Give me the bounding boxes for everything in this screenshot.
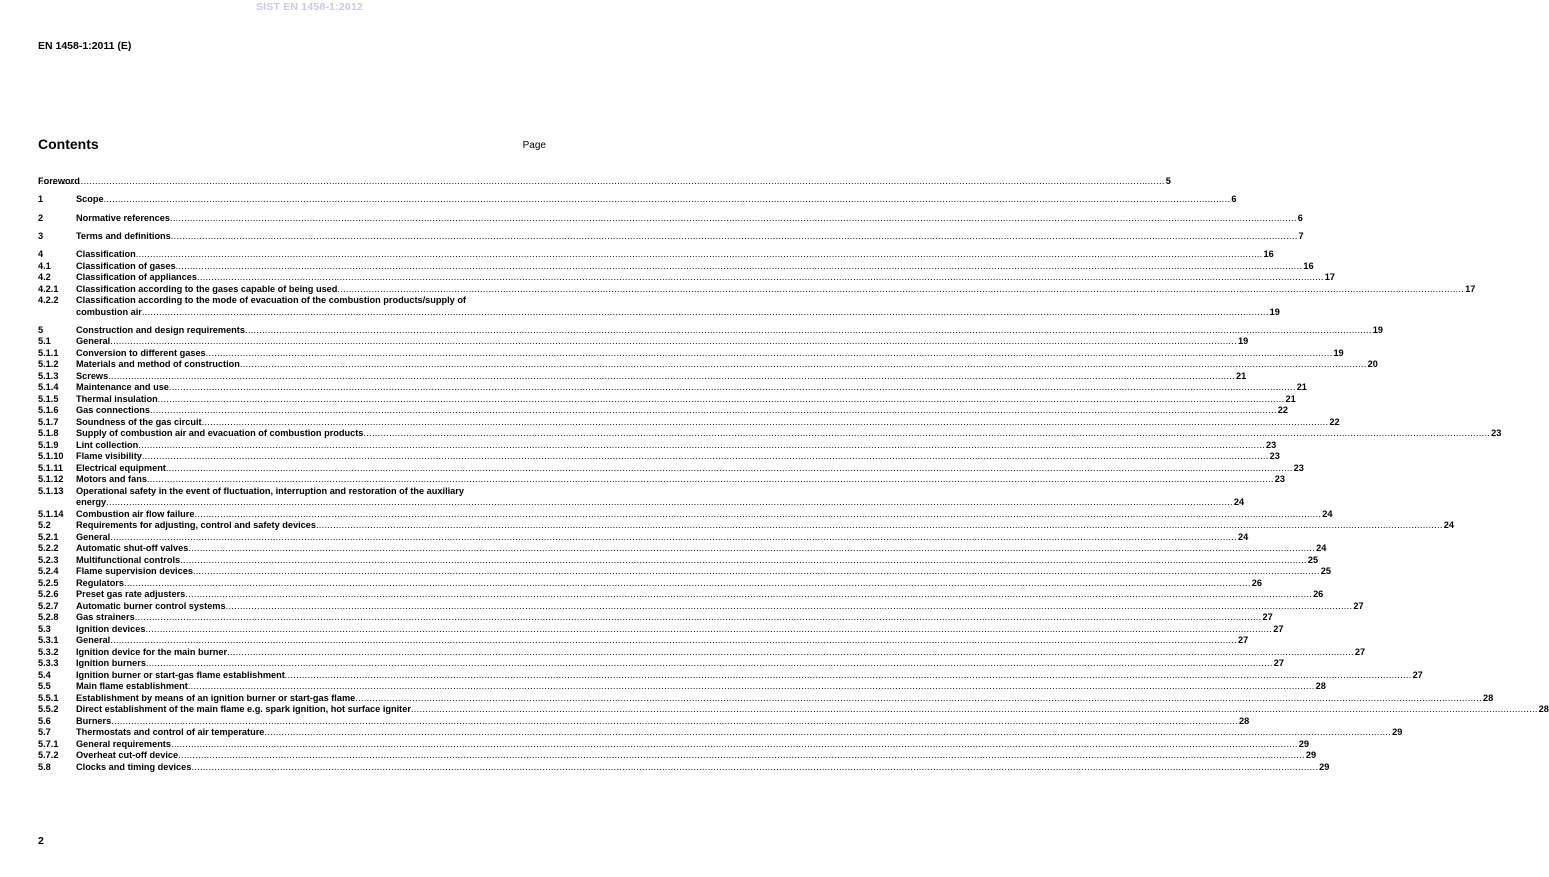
toc-entry-page: 23 <box>1491 428 1502 439</box>
toc-entry-page: 22 <box>1329 416 1340 427</box>
toc-entry-page: 29 <box>1298 738 1309 749</box>
toc-entry[interactable] <box>38 658 1284 670</box>
toc-entry-page: 7 <box>1298 230 1304 241</box>
document-id: EN 1458-1:2011 (E) <box>38 40 132 52</box>
toc-entry-number: 1 <box>38 194 44 205</box>
toc-leader-dots <box>176 261 1303 273</box>
toc-entry-number: 5.1.13 <box>38 485 64 496</box>
toc-entry-title: Screws <box>76 370 109 381</box>
toc-entry-title: Main flame establishment <box>76 681 188 692</box>
toc-entry-number: 5.5 <box>38 681 51 692</box>
toc-entry-title: Overheat cut-off device <box>76 750 179 761</box>
toc-entry-title: Ignition devices <box>76 623 146 634</box>
toc-entry[interactable] <box>38 485 1245 509</box>
toc-entry-number: 5.3.2 <box>38 646 59 657</box>
toc-leader-dots <box>337 284 1464 296</box>
toc-entry-page: 27 <box>1412 669 1423 680</box>
toc-leader-dots <box>188 681 1315 693</box>
toc-entry[interactable] <box>38 692 1494 705</box>
toc-entry-page: 24 <box>1233 497 1245 508</box>
toc-entry[interactable] <box>38 750 1317 762</box>
toc-leader-dots <box>110 532 1237 544</box>
toc-entry[interactable] <box>38 761 1330 774</box>
toc-leader-dots <box>108 371 1235 383</box>
toc-entry-number: 5.6 <box>38 715 51 726</box>
toc-leader-dots <box>150 405 1277 417</box>
toc-entry[interactable] <box>38 212 1303 225</box>
toc-entry-title: Classification of gases <box>76 260 176 271</box>
toc-entry-number: 5.2.8 <box>38 612 59 623</box>
toc-entry[interactable] <box>38 635 1249 647</box>
toc-entry-title: Direct establishment of the main flame e.g. spark ignition, hot surface igniter <box>76 704 411 715</box>
toc-leader-dots <box>147 474 1274 486</box>
toc-entry-number: 5 <box>38 324 44 335</box>
toc-entry-page: 23 <box>1274 474 1285 485</box>
toc-entry-number: 5.3 <box>38 623 51 634</box>
toc-entry[interactable] <box>38 704 1549 716</box>
toc-entry[interactable] <box>38 283 1476 296</box>
toc-entry[interactable] <box>38 382 1307 394</box>
toc-entry-title: General <box>76 336 111 347</box>
toc-leader-dots <box>194 509 1321 521</box>
toc-entry-title: Conversion to different gases <box>76 347 206 358</box>
toc-entry-title: Terms and definitions <box>76 230 171 241</box>
toc-entry-page: 27 <box>1273 658 1284 669</box>
toc-entry-number: 5.1.1 <box>38 347 59 358</box>
toc-entry-page: 6 <box>1297 212 1303 223</box>
toc-entry[interactable] <box>38 462 1304 475</box>
toc-leader-dots <box>355 693 1482 705</box>
toc-leader-dots <box>136 249 1263 261</box>
toc-entry-number: 5.2.3 <box>38 554 59 565</box>
toc-leader-dots <box>316 520 1443 532</box>
toc-entry[interactable] <box>38 543 1327 555</box>
toc-entry-page: 29 <box>1392 727 1403 738</box>
toc-entry-page: 23 <box>1266 439 1277 450</box>
toc-entry-page: 19 <box>1333 347 1344 358</box>
toc-leader-dots <box>245 325 1372 337</box>
toc-entry-page: 24 <box>1322 508 1333 519</box>
toc-entry-page: 28 <box>1538 704 1549 715</box>
toc-entry-page: 17 <box>1324 272 1336 283</box>
toc-entry-page: 22 <box>1277 405 1289 416</box>
toc-entry-title: Electrical equipment <box>76 462 166 473</box>
toc-entry-title: Normative references <box>76 212 170 223</box>
toc-leader-dots <box>191 762 1318 774</box>
toc-entry-number: 4.2 <box>38 272 51 283</box>
toc-entry-title: General <box>76 531 111 542</box>
toc-entry[interactable] <box>38 416 1340 429</box>
toc-entry-number: 5.4 <box>38 669 51 680</box>
toc-entry-number: 5.2.6 <box>38 589 59 600</box>
toc-entry-page: 16 <box>1263 249 1274 260</box>
toc-entry[interactable] <box>38 230 1304 243</box>
toc-entry-title: Classification of appliances <box>76 272 198 283</box>
toc-leader-dots <box>285 670 1412 682</box>
toc-entry[interactable] <box>38 681 1326 693</box>
toc-entry-page: 6 <box>1231 194 1237 205</box>
toc-leader-dots <box>106 497 1233 509</box>
toc-entry-number: 5.1.3 <box>38 370 59 381</box>
toc-entry-number: 5.3.1 <box>38 635 59 646</box>
toc-leader-dots <box>171 231 1298 243</box>
toc-entry-page: 16 <box>1303 260 1314 271</box>
toc-leader-dots <box>206 348 1333 360</box>
toc-entry-number: 5.1.9 <box>38 439 59 450</box>
toc-entry[interactable] <box>38 194 1237 206</box>
toc-entry-title-continued: combustion air <box>76 306 142 317</box>
toc-entry-number: 5.2.7 <box>38 600 59 611</box>
toc-entry[interactable] <box>38 566 1331 578</box>
page-column-label: Page <box>522 140 546 151</box>
toc-entry[interactable] <box>38 347 1344 360</box>
toc-entry[interactable] <box>38 370 1247 383</box>
toc-entry[interactable] <box>38 520 1454 532</box>
toc-entry-title: General <box>76 635 111 646</box>
toc-entry-number: 5.7 <box>38 727 51 738</box>
toc-entry[interactable] <box>38 324 1383 337</box>
toc-entry-page: 27 <box>1353 600 1364 611</box>
toc-leader-dots <box>110 336 1237 348</box>
toc-entry-page: 29 <box>1319 761 1330 772</box>
toc-leader-dots <box>135 612 1262 624</box>
toc-leader-dots <box>142 451 1269 463</box>
toc-entry-number: 5.2.1 <box>38 531 59 542</box>
toc-entry[interactable] <box>38 669 1423 682</box>
toc-entry-title: Operational safety in the event of fluctuation, interruption and restoration of the auxiliary <box>76 485 464 496</box>
toc-leader-dots <box>169 382 1296 394</box>
toc-entry-number: 5.1.14 <box>38 508 64 519</box>
toc-entry-number: 5.8 <box>38 761 51 772</box>
toc-entry-page: 27 <box>1262 612 1273 623</box>
toc-entry-page: 27 <box>1237 635 1249 646</box>
toc-entry[interactable] <box>38 600 1364 613</box>
toc-entry-page: 25 <box>1320 566 1331 577</box>
toc-entry-page: 19 <box>1372 324 1383 335</box>
toc-entry-title: Maintenance and use <box>76 382 169 393</box>
toc-entry-page: 17 <box>1465 283 1476 294</box>
toc-entry[interactable] <box>38 260 1314 273</box>
contents-heading: Contents <box>38 136 99 152</box>
toc-entry-page: 19 <box>1269 306 1280 317</box>
toc-entry-number: 5.2.4 <box>38 566 59 577</box>
toc-leader-dots <box>111 716 1238 728</box>
toc-entry-title: Ignition burners <box>76 658 146 669</box>
toc-entry-page: 20 <box>1367 359 1378 370</box>
toc-entry-page: 19 <box>1237 336 1249 347</box>
toc-leader-dots <box>146 658 1273 670</box>
toc-entry-title: Motors and fans <box>76 474 147 485</box>
toc-entry[interactable] <box>38 646 1366 659</box>
toc-entry-title: Scope <box>76 194 104 205</box>
toc-entry-title: Classification according to the gases capable of being used <box>76 283 338 294</box>
toc-entry-title: Classification according to the mode of evacuation of the combustion products/supply of <box>76 295 466 306</box>
toc-entry[interactable] <box>38 428 1502 440</box>
toc-entry[interactable] <box>38 359 1378 371</box>
toc-entry[interactable] <box>38 612 1273 624</box>
toc-entry[interactable] <box>38 508 1333 521</box>
toc-entry[interactable] <box>38 393 1296 406</box>
toc-entry-title: Flame supervision devices <box>76 566 193 577</box>
toc-entry-title: Classification <box>76 249 136 260</box>
table-of-contents <box>38 176 1549 773</box>
toc-entry-title: Thermal insulation <box>76 393 158 404</box>
page-number: 2 <box>38 835 44 847</box>
toc-leader-dots <box>138 440 1265 452</box>
toc-entry[interactable] <box>38 738 1309 751</box>
toc-entry-number: 4.2.2 <box>38 295 59 306</box>
toc-entry-page: 29 <box>1305 750 1317 761</box>
toc-leader-dots <box>158 394 1285 406</box>
toc-entry-title: Regulators <box>76 577 124 588</box>
toc-entry[interactable] <box>38 405 1289 417</box>
toc-entry-number: 5.7.1 <box>38 738 59 749</box>
toc-entry-number: 5.1.8 <box>38 428 59 439</box>
toc-leader-dots <box>110 635 1237 647</box>
toc-entry-number: 5.2.2 <box>38 543 59 554</box>
toc-entry-title: Flame visibility <box>76 451 142 462</box>
toc-entry[interactable] <box>38 589 1324 601</box>
toc-entry[interactable] <box>38 451 1280 463</box>
toc-leader-dots <box>145 624 1272 636</box>
toc-entry[interactable] <box>38 623 1284 636</box>
toc-entry-title: Combustion air flow failure <box>76 508 195 519</box>
toc-entry-page: 24 <box>1237 531 1249 542</box>
toc-entry[interactable] <box>38 554 1319 567</box>
toc-entry-title: Soundness of the gas circuit <box>76 416 202 427</box>
toc-entry[interactable] <box>38 439 1277 452</box>
toc-entry-title-continued: energy <box>76 497 107 508</box>
toc-entry[interactable] <box>38 272 1336 284</box>
toc-leader-dots <box>178 750 1305 762</box>
toc-leader-dots <box>180 555 1307 567</box>
toc-entry-number: 5.1.10 <box>38 451 64 462</box>
toc-entry-title: Automatic shut-off valves <box>76 543 189 554</box>
toc-entry-title: Preset gas rate adjusters <box>76 589 186 600</box>
toc-entry[interactable] <box>38 295 1280 318</box>
toc-entry-title: Construction and design requirements <box>76 324 245 335</box>
toc-entry-title: Gas connections <box>76 405 151 416</box>
toc-entry-page: 21 <box>1296 382 1307 393</box>
toc-leader-dots <box>197 272 1324 284</box>
toc-entry-title: Clocks and timing devices <box>76 761 192 772</box>
toc-leader-dots <box>264 727 1391 739</box>
toc-entry-number: 5.1 <box>38 336 51 347</box>
toc-entry[interactable] <box>38 336 1249 348</box>
toc-entry-title: Ignition device for the main burner <box>76 646 228 657</box>
toc-leader-dots <box>202 417 1329 429</box>
toc-entry-page: 24 <box>1443 520 1454 531</box>
toc-leader-dots <box>171 739 1298 751</box>
toc-entry-page: 21 <box>1285 393 1296 404</box>
toc-leader-dots <box>227 647 1354 659</box>
toc-entry[interactable]: Foreword ..... 5 <box>38 176 547 188</box>
toc-leader-dots <box>193 566 1320 578</box>
toc-entry-title: General requirements <box>76 738 171 749</box>
toc-leader-dots <box>124 578 1251 590</box>
toc-entry[interactable] <box>38 474 1285 486</box>
toc-entry-title: Lint collection <box>76 439 139 450</box>
toc-entry-page: 27 <box>1273 623 1284 634</box>
toc-leader-dots <box>226 601 1353 613</box>
toc-entry[interactable] <box>38 715 1250 728</box>
toc-entry-page: 26 <box>1251 577 1262 588</box>
toc-leader-dots <box>166 463 1293 475</box>
toc-entry-number: 5.5.1 <box>38 692 59 703</box>
toc-entry-title: Establishment by means of an ignition burner or start-gas flame <box>76 692 356 703</box>
toc-entry-number: 5.1.6 <box>38 405 59 416</box>
toc-leader-dots <box>363 428 1490 440</box>
toc-entry-title: Gas strainers <box>76 612 135 623</box>
toc-entry-number: 5.1.7 <box>38 416 59 427</box>
toc-entry-title: Burners <box>76 715 112 726</box>
toc-entry-number: 5.1.4 <box>38 382 59 393</box>
toc-entry-number: 3 <box>38 230 44 241</box>
toc-entry-number: 5.5.2 <box>38 704 59 715</box>
toc-entry-title: Multifunctional controls <box>76 554 181 565</box>
toc-entry-page: 26 <box>1313 589 1324 600</box>
toc-entry-page: 28 <box>1483 692 1494 703</box>
toc-entry-number: 5.2 <box>38 520 51 531</box>
toc-entry-title: Materials and method of construction <box>76 359 240 370</box>
toc-leader-dots <box>185 589 1312 601</box>
toc-entry-number: 5.1.11 <box>38 462 64 473</box>
toc-leader-dots <box>170 213 1297 225</box>
toc-entry-number: 5.1.2 <box>38 359 59 370</box>
toc-entry-title: Requirements for adjusting, control and safety devices <box>76 520 316 531</box>
toc-entry[interactable] <box>38 727 1403 739</box>
toc-entry[interactable] <box>38 577 1262 590</box>
toc-leader-dots <box>38 176 1165 188</box>
toc-entry-page: 23 <box>1269 451 1280 462</box>
toc-entry-title: Supply of combustion air and evacuation of combustion products <box>76 428 364 439</box>
toc-leader-dots <box>104 194 1231 206</box>
toc-entry-title: Thermostats and control of air temperature <box>76 727 265 738</box>
toc-entry-number: 5.3.3 <box>38 658 59 669</box>
toc-entry-number: 5.1.12 <box>38 474 64 485</box>
toc-entry-page: 28 <box>1315 681 1326 692</box>
toc-entry-number: 2 <box>38 212 44 223</box>
toc-leader-dots <box>142 307 1269 319</box>
toc-entry-page: 5 <box>1165 176 1171 186</box>
toc-entry-page: 27 <box>1354 646 1366 657</box>
toc-entry-number: 4.2.1 <box>38 283 59 294</box>
toc-entry-number: 4.1 <box>38 260 51 271</box>
toc-entry-number: 5.2.5 <box>38 577 59 588</box>
toc-entry[interactable] <box>38 531 1249 544</box>
toc-leader-dots <box>240 359 1367 371</box>
toc-entry-title: Automatic burner control systems <box>76 600 226 611</box>
toc-entry-page: 25 <box>1307 554 1319 565</box>
toc-entry-title: Ignition burner or start-gas flame establishment <box>76 669 285 680</box>
toc-entry-page: 21 <box>1235 370 1247 381</box>
toc-entry-page: 28 <box>1239 715 1250 726</box>
toc-entry-number: 4 <box>38 249 44 260</box>
toc-entry-number: 5.7.2 <box>38 750 59 761</box>
toc-leader-dots <box>411 704 1538 716</box>
toc-entry-number: 5.1.5 <box>38 393 59 404</box>
toc-entry-page: 23 <box>1293 462 1304 473</box>
watermark: SIST EN 1458-1:2012 <box>255 1 364 13</box>
toc-leader-dots <box>188 543 1315 555</box>
toc-entry-page: 24 <box>1316 543 1327 554</box>
toc-entry[interactable] <box>38 249 1274 261</box>
